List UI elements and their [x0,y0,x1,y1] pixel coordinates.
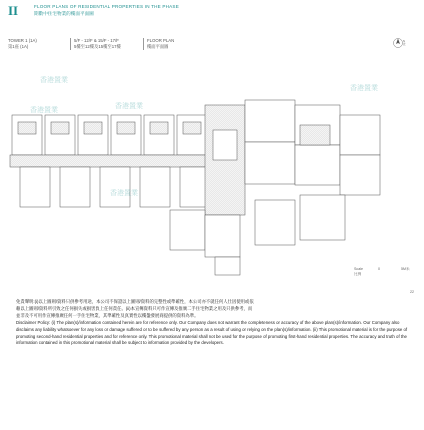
disclaimer-zh-3: 並非及不可用作宣傳推廣任何一手住宅物業，其準確性及真實性以樓盤發展商提供的資料為準。 [16,312,199,318]
section-title-zh: 期數中住宅物業的樓面平面圖 [34,11,94,16]
central-lift [213,130,237,160]
wing-right-5 [340,115,380,155]
scale-bar [354,267,410,277]
wing-left-3 [78,115,108,155]
watermark-5: 香港置業 [110,189,138,197]
section-number: II [8,3,19,18]
wing-left-2-core [51,122,69,134]
disclaimer-en: Disclaimer Policy: (i) The plan(s)/information contained herein are for reference only. Our Company does not warrant the completeness or accuracy of the above plan(s)/information. Our Company also disclaims any liability whatsoever for any loss or damage suffered or to be suffered by any person as a result of using or relying on the plan(s)/information. (ii) This promotional material is for the purpose of promoting second-hand residential properties and for reference only. This promotional material shall not be used for the purpose of promoting first-hand residential properties. The accuracy and truth of the information contained in this promotional material shall be subject to information provided by the developers. [16,319,408,346]
wing-left-3-core [84,122,102,134]
wing-left-b3 [100,167,130,207]
right-core [300,125,330,145]
watermark-4: 香港置業 [350,84,378,92]
scale-label-zh: 比例 [354,272,362,276]
wing-bottom-1 [170,210,205,250]
watermark-2: 香港置業 [30,106,58,114]
divider [70,38,71,50]
wing-right-4 [295,145,340,185]
plan-label-en: FLOOR PLAN [147,38,175,43]
floors-label-zh: 5樓至12樓及15樓至17樓 [74,44,121,49]
disclaimer [16,299,411,347]
watermark-3: 香港置業 [115,102,143,110]
tower-label-zh: 第1座 (1A) [8,44,29,49]
wing-bottom-2 [205,215,240,257]
wing-right-7 [255,200,295,245]
north-arrow-icon [392,36,406,50]
wing-bottom-3 [215,257,240,275]
floor-plan-drawing [0,60,424,285]
wing-left-6-core [183,122,201,134]
wing-left-6 [177,115,207,155]
plan-label-zh: 樓面平面圖 [147,44,169,49]
svg-text:N: N [403,40,405,43]
wing-left-4-core [117,122,135,134]
tower-info [8,38,37,50]
central-core-group [205,105,245,215]
wing-left-b2 [60,167,90,207]
wing-left-5 [144,115,174,155]
wing-right-8 [300,195,345,240]
disclaimer-zh-2: 賴以上圖則/資料所引致之任何損失或損害負上任何責任。(ii)本宣傳資料只可作宣傳及推廣二手住宅物業之用及只供參考，而 [16,305,253,311]
floors-label-en: 5/F - 12/F & 15/F - 17/F [74,38,119,43]
left-corridor [10,155,210,167]
scale-label-en: Scale [354,267,363,271]
wing-left-1 [12,115,42,155]
section-title-en: FLOOR PLANS OF RESIDENTIAL PROPERTIES IN THE PHASE [34,4,179,9]
wing-left-2 [45,115,75,155]
wing-right-6 [340,155,380,195]
header-bar [0,0,424,22]
wing-left-5-core [150,122,168,134]
scale-end: 5M米 [401,267,410,271]
svg-text:北: 北 [403,43,406,46]
scale-start: 0 [378,267,380,271]
wing-left-b4 [140,167,170,207]
tower-label-en: TOWER 1 (1A) [8,38,37,43]
divider [143,38,144,50]
wing-right-group [245,100,380,245]
wing-right-2 [245,142,295,184]
page-number: 22 [410,290,414,294]
wing-right-1 [245,100,295,142]
floor-info [74,38,121,50]
watermark-1: 香港置業 [40,76,68,84]
wing-left-1-core [18,122,36,134]
wing-left-4 [111,115,141,155]
wing-bottom-left-group [170,210,240,275]
disclaimer-zh-1: 免責聲明:(i)以上圖則/資料只供參考用途，本公司不保證以上圖則/資料的完整性或準確性，本公司亦不就任何人仕因使用或依 [16,299,254,304]
wing-left-b1 [20,167,50,207]
plan-info [147,38,174,50]
